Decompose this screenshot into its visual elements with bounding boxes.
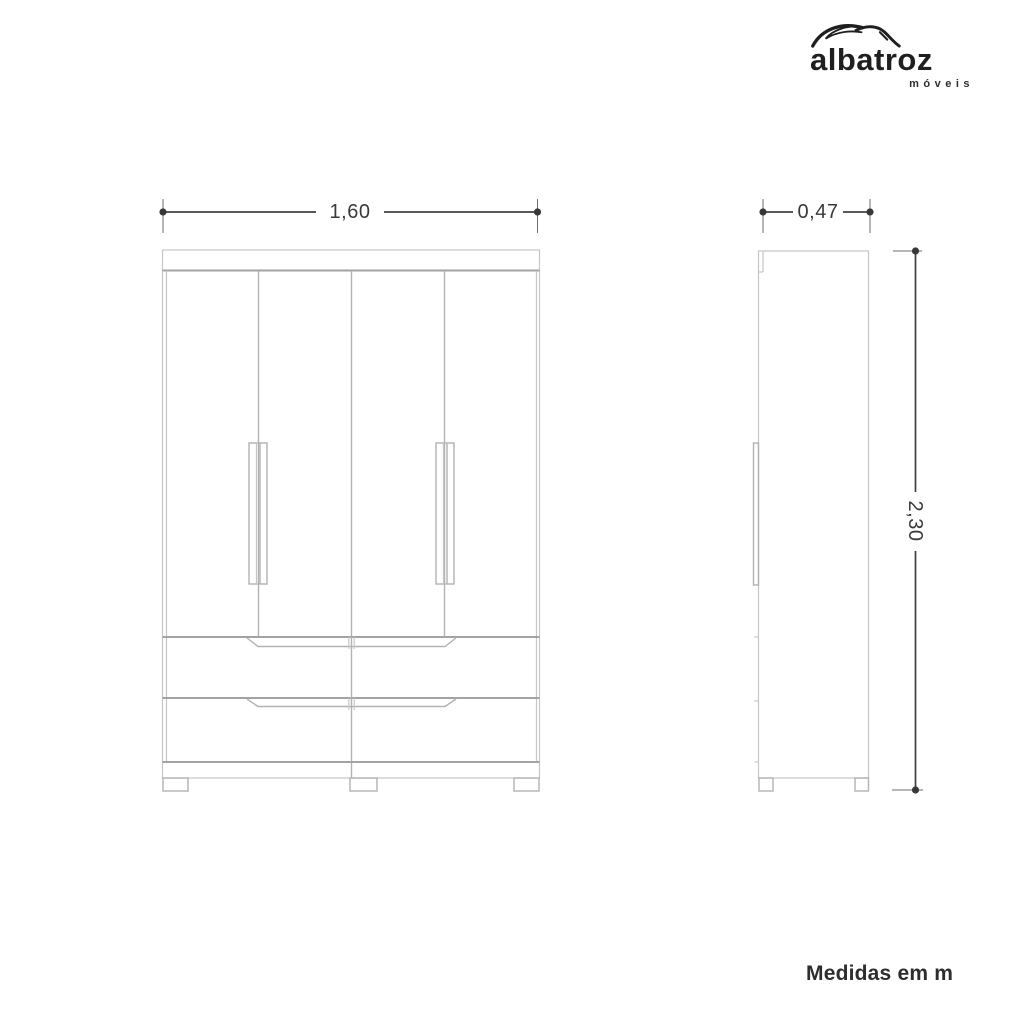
brand-name: albatroz xyxy=(810,42,933,77)
dimension-label-front-width: 1,60 xyxy=(329,201,371,223)
dimension-label-depth: 0,47 xyxy=(797,201,839,223)
side-view-drawing xyxy=(754,251,869,791)
front-view-drawing xyxy=(163,250,540,791)
brand-subtitle: móveis xyxy=(909,78,974,90)
measurement-unit-note: Medidas em m xyxy=(806,962,954,985)
dimension-label-height: 2,30 xyxy=(904,500,926,542)
